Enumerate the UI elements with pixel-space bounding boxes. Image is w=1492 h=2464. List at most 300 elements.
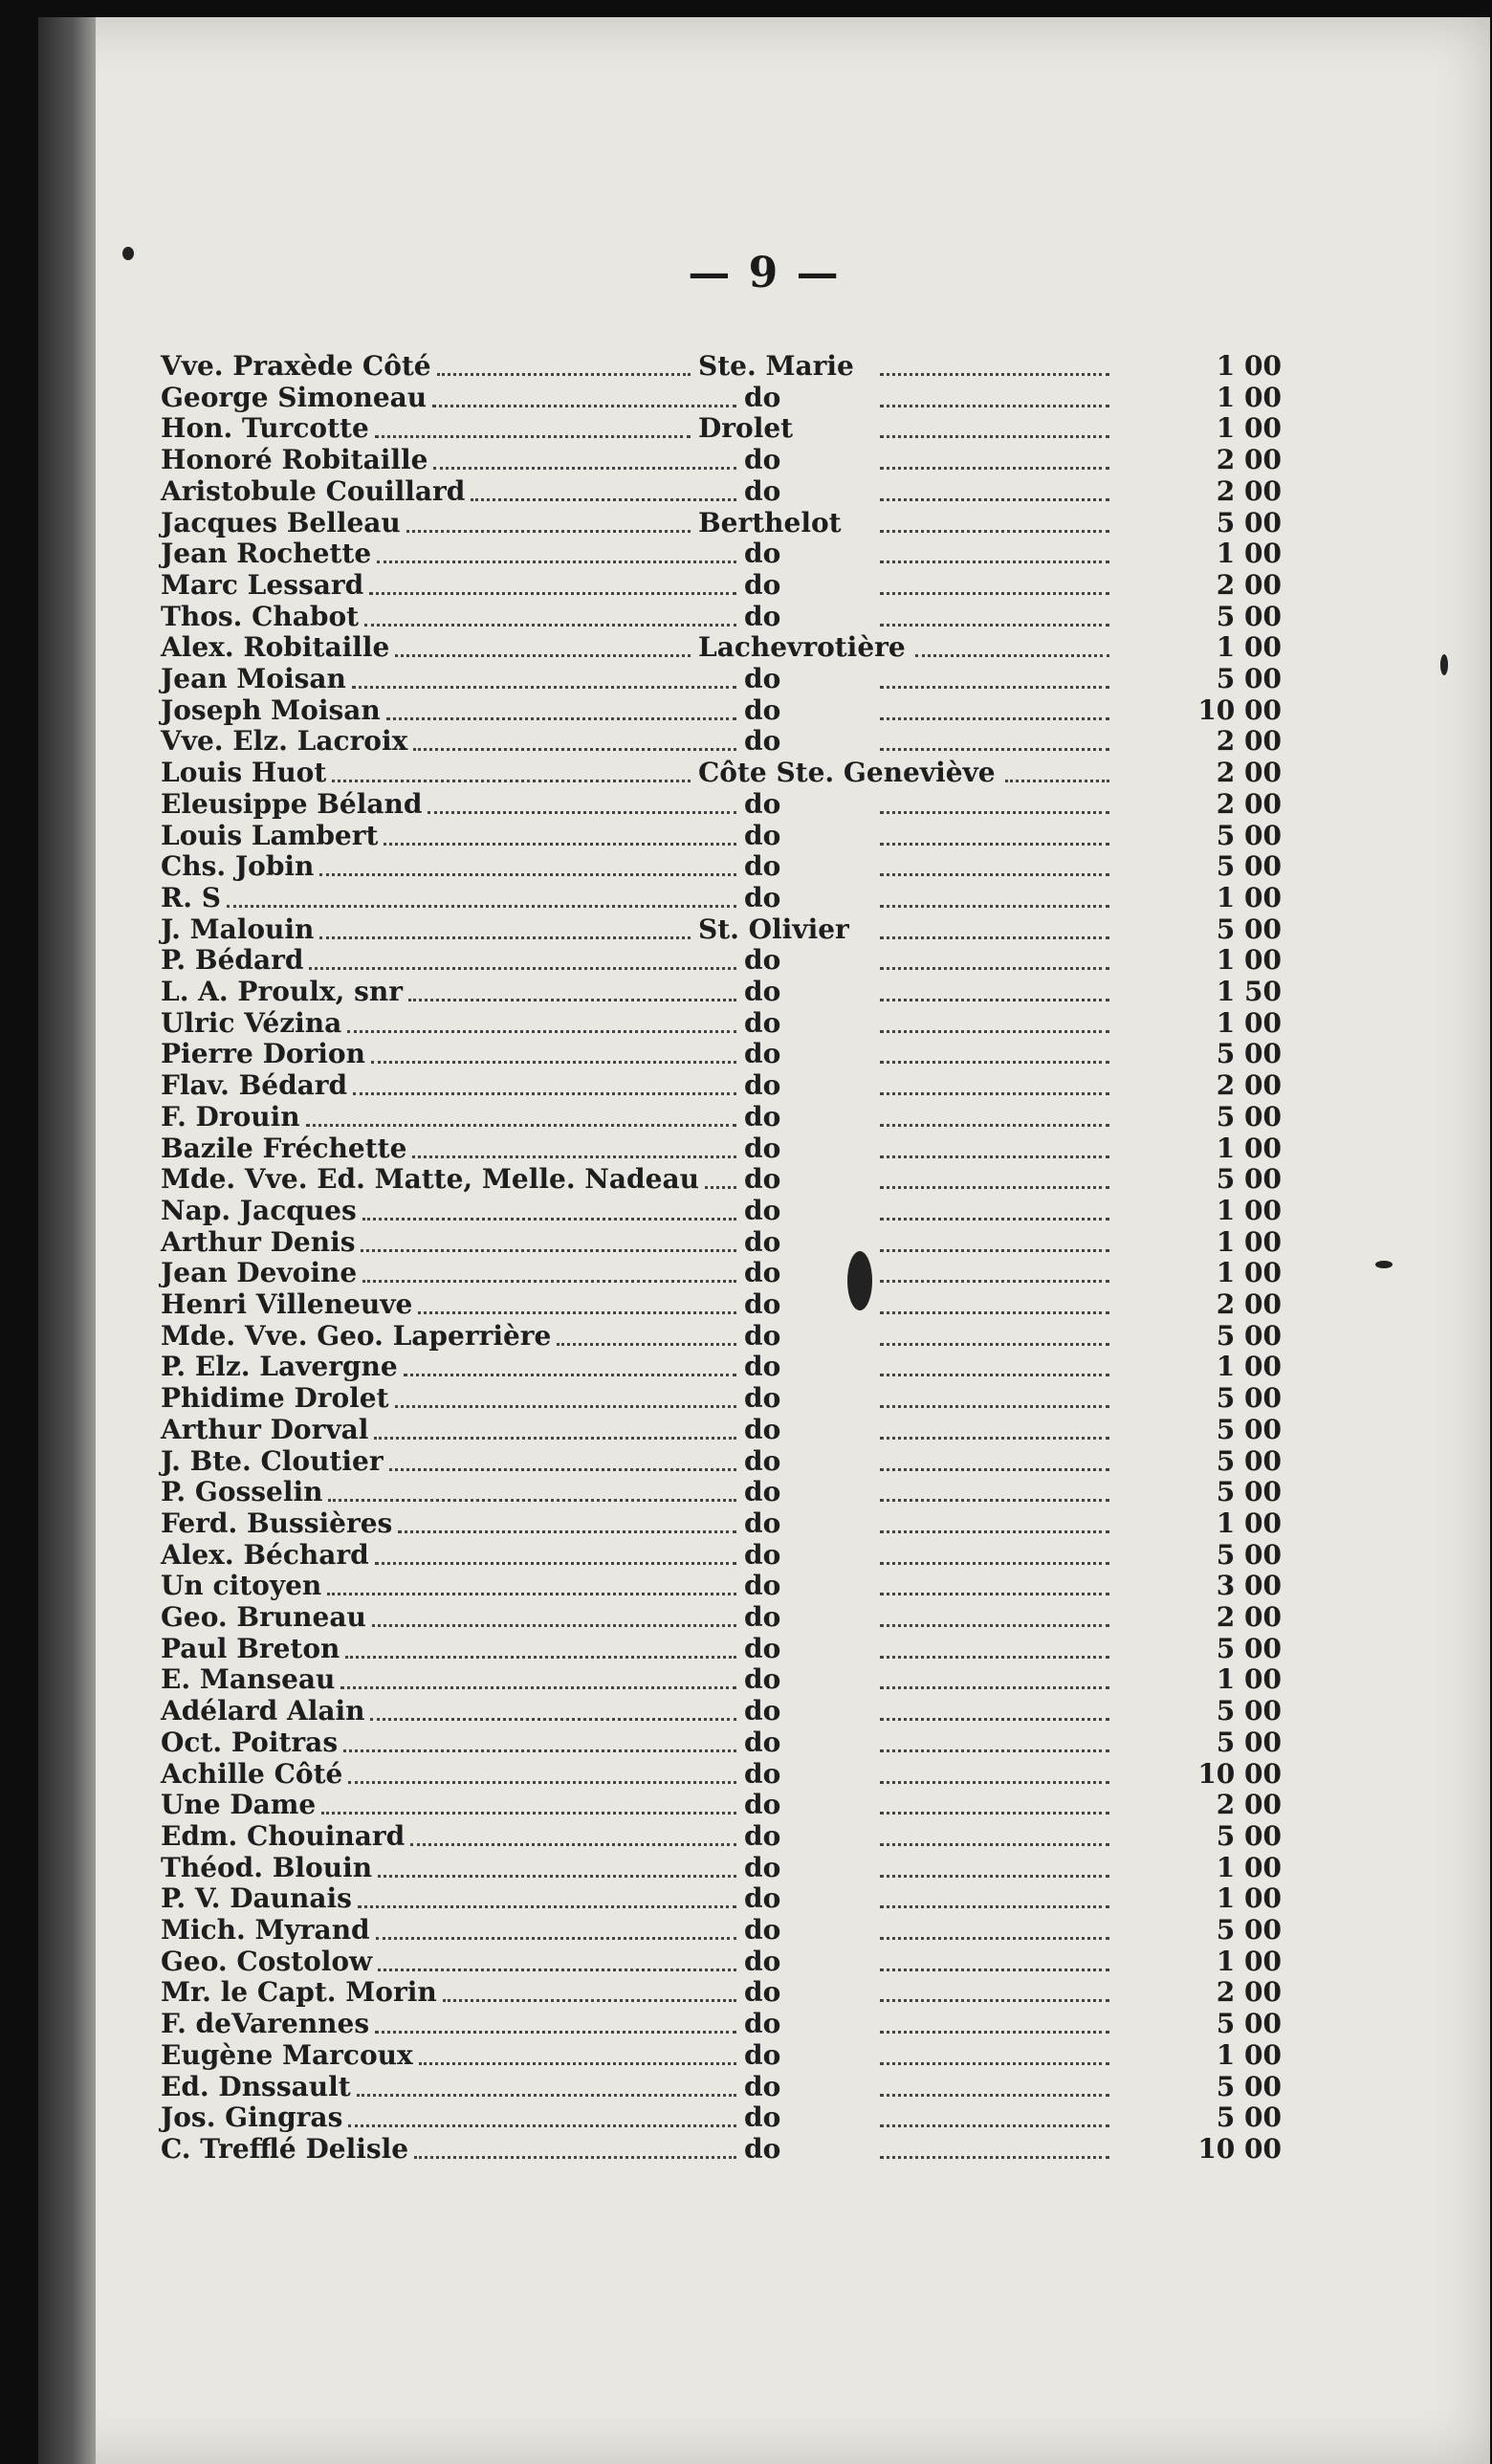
dot-leader	[880, 1811, 1109, 1846]
dot-leader	[915, 622, 1109, 657]
parish-name: do	[744, 444, 781, 476]
donation-amount: 5 00	[1216, 2008, 1282, 2040]
parish-name: do	[744, 600, 781, 632]
dot-leader	[319, 841, 736, 876]
dot-leader	[358, 1873, 736, 1908]
parish-name: do	[744, 850, 781, 883]
list-item	[38, 1320, 1490, 1353]
contributor-name: F. Drouin	[161, 1100, 300, 1133]
donation-amount: 1 00	[1216, 1257, 1282, 1289]
dot-leader	[880, 1529, 1109, 1565]
parish-name: do	[744, 1163, 781, 1196]
donation-amount: 2 00	[1216, 725, 1282, 758]
contributor-name: Honoré Robitaille	[161, 444, 428, 476]
donation-amount: 1 00	[1216, 1194, 1282, 1226]
dot-leader	[353, 1060, 736, 1095]
dot-leader	[348, 1749, 736, 1784]
dot-leader	[880, 1123, 1109, 1158]
dot-leader	[880, 715, 1109, 751]
contributor-name: Arthur Dorval	[161, 1413, 369, 1445]
list-item	[38, 1195, 1490, 1227]
dot-leader	[332, 747, 691, 782]
contributor-name: Jos. Gingras	[161, 2101, 343, 2134]
dot-leader	[437, 341, 691, 376]
dot-leader	[389, 1436, 736, 1471]
list-item	[38, 820, 1490, 852]
donation-amount: 2 00	[1216, 1789, 1282, 1821]
contributor-name: Chs. Jobin	[161, 850, 315, 883]
parish-name: Ste. Marie	[698, 350, 854, 382]
dot-leader	[880, 1341, 1109, 1376]
donation-amount: 1 00	[1216, 350, 1282, 382]
dot-leader	[880, 1560, 1109, 1595]
donation-amount: 2 00	[1216, 1976, 1282, 2009]
dot-leader	[375, 1529, 736, 1565]
dot-leader	[880, 779, 1109, 814]
donation-amount: 2 00	[1216, 1601, 1282, 1633]
contributor-name: Eugène Marcoux	[161, 2038, 413, 2071]
list-item	[38, 1758, 1490, 1791]
parish-name: do	[744, 1288, 781, 1320]
parish-name: do	[744, 1351, 781, 1383]
list-item	[38, 1601, 1490, 1634]
contributor-name: P. Elz. Lavergne	[161, 1351, 398, 1383]
dot-leader	[364, 591, 736, 627]
dot-leader	[880, 591, 1109, 627]
parish-name: do	[744, 1382, 781, 1415]
dot-leader	[372, 1592, 736, 1627]
donation-amount: 2 00	[1216, 757, 1282, 789]
contributor-name: P. Gosselin	[161, 1476, 323, 1508]
parish-name: do	[744, 1726, 781, 1758]
list-item	[38, 1351, 1490, 1383]
dot-leader	[880, 2030, 1109, 2065]
list-item	[38, 1727, 1490, 1759]
list-item	[38, 601, 1490, 633]
dot-leader	[705, 1154, 736, 1189]
list-item	[38, 1476, 1490, 1508]
dot-leader	[880, 1592, 1109, 1627]
dot-leader	[370, 1685, 736, 1721]
contributor-name: P. Bédard	[161, 944, 304, 977]
list-item	[38, 1820, 1490, 1853]
parish-name: do	[744, 2101, 781, 2134]
contributor-name: Une Dame	[161, 1789, 317, 1821]
list-item	[38, 1946, 1490, 1978]
donation-amount: 5 00	[1216, 2101, 1282, 2134]
parish-name: Côte Ste. Geneviève	[698, 757, 996, 789]
contributor-name: Ulric Vézina	[161, 1006, 342, 1039]
dot-leader	[357, 2061, 736, 2097]
parish-name: do	[744, 2070, 781, 2102]
parish-name: do	[744, 944, 781, 977]
dot-leader	[443, 1967, 736, 2002]
contributor-name: Geo. Bruneau	[161, 1601, 366, 1633]
ink-speck	[1440, 654, 1448, 675]
list-item	[38, 976, 1490, 1008]
dot-leader	[377, 528, 736, 563]
dot-leader	[412, 1123, 736, 1158]
list-item	[38, 694, 1490, 727]
donation-amount: 2 00	[1216, 1069, 1282, 1102]
contributor-name: Ed. Dnssault	[161, 2070, 351, 2102]
parish-name: Drolet	[698, 412, 794, 445]
contributor-name: Aristobule Couillard	[161, 474, 466, 507]
list-item	[38, 538, 1490, 570]
list-item	[38, 1663, 1490, 1696]
dot-leader	[880, 341, 1109, 376]
list-item	[38, 1133, 1490, 1165]
donation-amount: 5 00	[1216, 506, 1282, 539]
contributor-name: Joseph Moisan	[161, 693, 381, 726]
contributor-name: Vve. Elz. Lacroix	[161, 725, 408, 758]
dot-leader	[309, 935, 736, 970]
dot-leader	[880, 1185, 1109, 1221]
dot-leader	[321, 1779, 736, 1815]
dot-leader	[880, 1779, 1109, 1815]
dot-leader	[880, 935, 1109, 970]
dot-leader	[343, 1717, 736, 1752]
list-item	[38, 1257, 1490, 1289]
contributor-name: Jean Moisan	[161, 663, 346, 694]
donation-amount: 1 00	[1216, 1006, 1282, 1039]
parish-name: do	[744, 881, 781, 913]
list-item	[38, 1069, 1490, 1102]
donation-amount: 3 00	[1216, 1570, 1282, 1602]
donation-amount: 2 00	[1216, 787, 1282, 820]
donation-amount: 10 00	[1197, 1757, 1282, 1790]
dot-leader	[352, 653, 736, 689]
donation-amount: 5 00	[1216, 1632, 1282, 1664]
dot-leader	[880, 1373, 1109, 1408]
list-item	[38, 412, 1490, 445]
dot-leader	[880, 466, 1109, 501]
parish-name: do	[744, 1757, 781, 1790]
dot-leader	[880, 1028, 1109, 1064]
donation-amount: 5 00	[1216, 1819, 1282, 1852]
parish-name: do	[744, 2038, 781, 2071]
contributor-name: Mr. le Capt. Morin	[161, 1976, 437, 2009]
list-item	[38, 1382, 1490, 1415]
dot-leader	[880, 560, 1109, 595]
parish-name: do	[744, 725, 781, 758]
dot-leader	[375, 1998, 736, 2034]
parish-name: do	[744, 693, 781, 726]
parish-name: do	[744, 1006, 781, 1039]
list-item	[38, 882, 1490, 914]
donation-amount: 10 00	[1197, 2132, 1282, 2165]
donation-amount: 5 00	[1216, 600, 1282, 632]
donation-amount: 5 00	[1216, 663, 1282, 694]
contributor-name: Flav. Bédard	[161, 1069, 348, 1102]
donation-amount: 5 00	[1216, 819, 1282, 851]
dot-leader	[880, 2061, 1109, 2097]
dot-leader	[880, 841, 1109, 876]
donation-amount: 5 00	[1216, 1476, 1282, 1508]
dot-leader	[880, 904, 1109, 939]
dot-leader	[880, 2092, 1109, 2127]
contributor-name: Louis Lambert	[161, 819, 379, 851]
list-item	[38, 663, 1490, 695]
list-item	[38, 2101, 1490, 2134]
parish-name: do	[744, 1601, 781, 1633]
dot-leader	[880, 1967, 1109, 2002]
contributor-name: C. Trefflé Delisle	[161, 2132, 409, 2165]
parish-name: do	[744, 819, 781, 851]
donation-amount: 5 00	[1216, 1413, 1282, 1445]
list-item	[38, 1288, 1490, 1321]
list-item	[38, 725, 1490, 758]
list-item	[38, 569, 1490, 602]
contributor-name: J. Malouin	[161, 913, 315, 945]
list-item	[38, 1226, 1490, 1259]
dot-leader	[880, 653, 1109, 689]
donation-amount: 1 00	[1216, 631, 1282, 664]
contributor-name: J. Bte. Cloutier	[161, 1444, 384, 1477]
parish-name: do	[744, 1882, 781, 1915]
parish-name: do	[744, 474, 781, 507]
dot-leader	[880, 1998, 1109, 2034]
donation-amount: 5 00	[1216, 1382, 1282, 1415]
dot-leader	[880, 1749, 1109, 1784]
donation-amount: 5 00	[1216, 1726, 1282, 1758]
dot-leader	[395, 1373, 736, 1408]
dot-leader	[880, 1936, 1109, 1971]
dot-leader	[384, 810, 736, 846]
dot-leader	[880, 497, 1109, 533]
list-item	[38, 1852, 1490, 1884]
parish-name: do	[744, 1225, 781, 1258]
dot-leader	[375, 403, 691, 438]
donation-amount: 5 00	[1216, 1100, 1282, 1133]
list-item	[38, 350, 1490, 383]
parish-name: do	[744, 1100, 781, 1133]
list-item	[38, 1414, 1490, 1446]
dot-leader	[428, 779, 736, 814]
donation-amount: 10 00	[1197, 693, 1282, 726]
contributor-name: Edm. Chouinard	[161, 1819, 406, 1852]
dot-leader	[227, 872, 736, 908]
dot-leader	[880, 966, 1109, 1001]
contributor-name: Eleusippe Béland	[161, 787, 423, 820]
parish-name: do	[744, 538, 781, 570]
contributor-name: Adélard Alain	[161, 1695, 365, 1727]
dot-leader	[306, 1091, 736, 1127]
contributor-name: Pierre Dorion	[161, 1038, 365, 1070]
donation-amount: 5 00	[1216, 1319, 1282, 1352]
donation-amount: 1 50	[1216, 976, 1282, 1007]
contributor-name: Louis Huot	[161, 757, 327, 789]
dot-leader	[880, 810, 1109, 846]
parish-name: do	[744, 1194, 781, 1226]
list-item	[38, 1507, 1490, 1540]
parish-name: do	[744, 1819, 781, 1852]
list-item	[38, 444, 1490, 476]
ink-speck	[1375, 1261, 1393, 1268]
list-item	[38, 944, 1490, 977]
ink-speck	[122, 247, 134, 260]
list-item	[38, 631, 1490, 664]
dot-leader	[327, 1560, 736, 1595]
dot-leader	[880, 1310, 1109, 1346]
contributor-name: Vve. Praxède Côté	[161, 350, 431, 382]
donation-amount: 5 00	[1216, 850, 1282, 883]
dot-leader	[880, 1279, 1109, 1314]
dot-leader	[340, 1654, 736, 1689]
dot-leader	[374, 1404, 736, 1440]
parish-name: do	[744, 1507, 781, 1539]
dot-leader	[345, 1623, 736, 1659]
parish-name: do	[744, 1319, 781, 1352]
list-item	[38, 1007, 1490, 1040]
parish-name: do	[744, 1632, 781, 1664]
dot-leader	[395, 622, 691, 657]
contributor-name: Mich. Myrand	[161, 1914, 370, 1946]
dot-leader	[414, 2123, 736, 2159]
dot-leader	[880, 1060, 1109, 1095]
list-item	[38, 1101, 1490, 1133]
donation-amount: 2 00	[1216, 444, 1282, 476]
contributor-name: Thos. Chabot	[161, 600, 360, 632]
dot-leader	[880, 1247, 1109, 1283]
donation-amount: 5 00	[1216, 2070, 1282, 2102]
parish-name: do	[744, 1695, 781, 1727]
list-item	[38, 2133, 1490, 2166]
dot-leader	[408, 966, 736, 1001]
list-item	[38, 2071, 1490, 2103]
donation-amount: 1 00	[1216, 1132, 1282, 1164]
dot-leader	[880, 1498, 1109, 1533]
dot-leader	[880, 1091, 1109, 1127]
donation-amount: 1 00	[1216, 944, 1282, 977]
contributor-name: Jacques Belleau	[161, 506, 401, 539]
ink-blot	[847, 1251, 872, 1310]
parish-name: Berthelot	[698, 506, 842, 539]
dot-leader	[471, 466, 736, 501]
dot-leader	[880, 1404, 1109, 1440]
list-item	[38, 1882, 1490, 1915]
donation-amount: 1 00	[1216, 1945, 1282, 1977]
parish-name: do	[744, 1663, 781, 1696]
list-item	[38, 1539, 1490, 1572]
contributor-name: Un citoyen	[161, 1570, 322, 1602]
dot-leader	[880, 1717, 1109, 1752]
contributor-name: Nap. Jacques	[161, 1194, 357, 1226]
dot-leader	[404, 1341, 736, 1376]
list-item	[38, 2008, 1490, 2040]
dot-leader	[406, 497, 691, 533]
dot-leader	[432, 372, 736, 407]
scanned-page	[38, 17, 1490, 2464]
contributor-name: Mde. Vve. Geo. Laperrière	[161, 1319, 552, 1352]
parish-name: do	[744, 381, 781, 413]
dot-leader	[413, 715, 736, 751]
dot-leader	[348, 2092, 736, 2127]
dot-leader	[880, 1436, 1109, 1471]
parish-name: do	[744, 1257, 781, 1289]
dot-leader	[376, 1904, 736, 1940]
dot-leader	[880, 1154, 1109, 1189]
dot-leader	[880, 872, 1109, 908]
parish-name: do	[744, 663, 781, 694]
dot-leader	[319, 904, 691, 939]
contributor-name: F. deVarennes	[161, 2008, 370, 2040]
contributor-name: Arthur Denis	[161, 1225, 356, 1258]
donation-amount: 5 00	[1216, 1038, 1282, 1070]
list-item	[38, 382, 1490, 414]
dot-leader	[418, 1279, 736, 1314]
list-item	[38, 1038, 1490, 1070]
list-item	[38, 1445, 1490, 1478]
parish-name: do	[744, 1069, 781, 1102]
contributor-name: P. V. Daunais	[161, 1882, 352, 1915]
list-item	[38, 788, 1490, 821]
contributor-name: L. A. Proulx, snr	[161, 976, 403, 1007]
dot-leader	[362, 1247, 736, 1283]
list-item	[38, 1695, 1490, 1727]
contributor-name: Phidime Drolet	[161, 1382, 389, 1415]
list-item	[38, 913, 1490, 946]
dot-leader	[371, 1028, 736, 1064]
parish-name: do	[744, 1976, 781, 2009]
donation-amount: 1 00	[1216, 538, 1282, 570]
list-item	[38, 2039, 1490, 2072]
parish-name: do	[744, 568, 781, 601]
dot-leader	[880, 1623, 1109, 1659]
list-item	[38, 1633, 1490, 1665]
donation-amount: 1 00	[1216, 2038, 1282, 2071]
parish-name: do	[744, 1444, 781, 1477]
parish-name: do	[744, 1789, 781, 1821]
dot-leader	[880, 1466, 1109, 1502]
contributor-name: Ferd. Bussières	[161, 1507, 393, 1539]
contributor-name: Geo. Costolow	[161, 1945, 373, 1977]
dot-leader	[1005, 747, 1109, 782]
contributor-name: Théod. Blouin	[161, 1851, 373, 1883]
dot-leader	[880, 434, 1109, 470]
dot-leader	[880, 685, 1109, 720]
list-item	[38, 1570, 1490, 1602]
list-item	[38, 475, 1490, 508]
parish-name: do	[744, 1914, 781, 1946]
donation-amount: 1 00	[1216, 381, 1282, 413]
dot-leader	[880, 1842, 1109, 1878]
donation-amount: 5 00	[1216, 1695, 1282, 1727]
dot-leader	[880, 372, 1109, 407]
parish-name: do	[744, 1538, 781, 1571]
parish-name: St. Olivier	[698, 913, 849, 945]
dot-leader	[361, 1217, 736, 1252]
donation-amount: 2 00	[1216, 474, 1282, 507]
donation-amount: 1 00	[1216, 1351, 1282, 1383]
dot-leader	[369, 560, 736, 595]
contributor-name: George Simoneau	[161, 381, 428, 413]
dot-leader	[880, 1654, 1109, 1689]
contributor-name: Alex. Robitaille	[161, 631, 390, 664]
dot-leader	[419, 2030, 736, 2065]
dot-leader	[398, 1498, 736, 1533]
list-item	[38, 1789, 1490, 1821]
donation-amount: 1 00	[1216, 881, 1282, 913]
parish-name: do	[744, 1851, 781, 1883]
donation-amount: 1 00	[1216, 1507, 1282, 1539]
dot-leader	[880, 1217, 1109, 1252]
contributor-name: Jean Devoine	[161, 1257, 358, 1289]
contributor-name: E. Manseau	[161, 1663, 336, 1696]
donation-amount: 1 00	[1216, 412, 1282, 445]
donation-amount: 2 00	[1216, 568, 1282, 601]
parish-name: do	[744, 1570, 781, 1602]
